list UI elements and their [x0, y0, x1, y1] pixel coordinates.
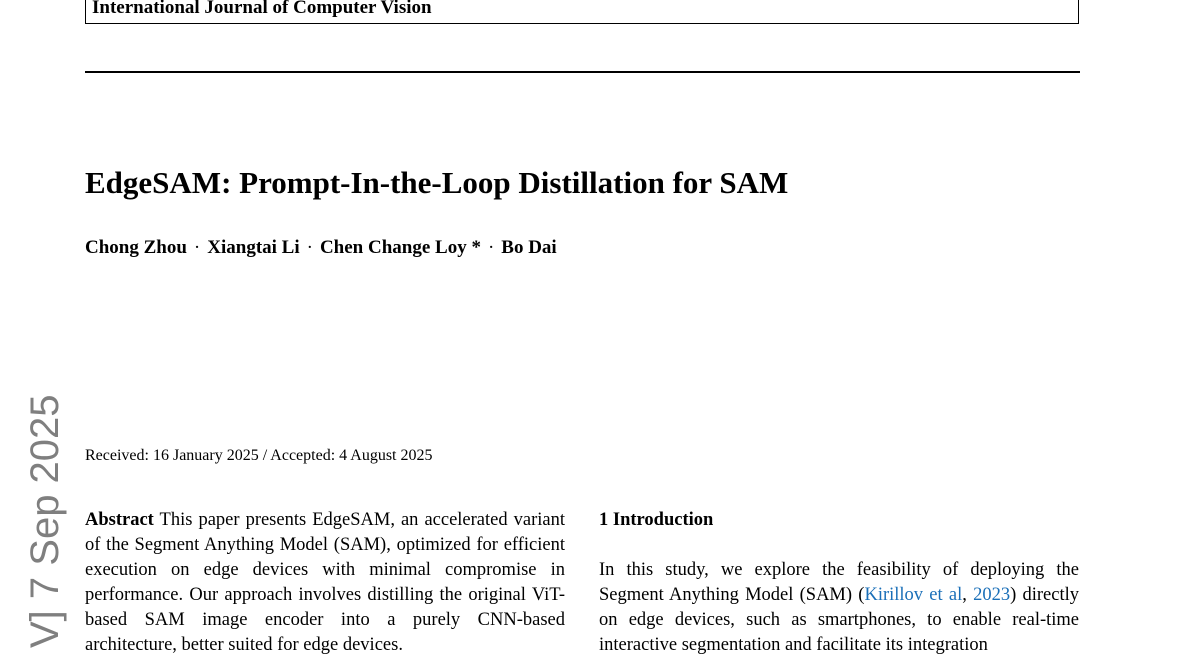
- arxiv-side-stamp: V] 7 Sep 2025: [23, 394, 67, 648]
- author-separator: ·: [193, 237, 201, 258]
- section-heading: 1 Introduction: [599, 510, 714, 530]
- citation-separator: ,: [962, 585, 974, 605]
- introduction-column: [599, 508, 1079, 658]
- author-separator: ·: [487, 237, 495, 258]
- intro-text-continued: ) directly on edge devices, such as smartphones, to enable real-time interactive segmentation and facilitate its integration: [599, 585, 1079, 655]
- citation-author-link[interactable]: Kirillov et al: [864, 585, 963, 605]
- abstract-text: This paper presents EdgeSAM, an accelerated variant of the Segment Anything Model (SAM), optimized for efficient execution on edge devices with minimal compromise in performance. Our approach involves distilling the original ViT-based SAM image encoder into a purely CNN-based architecture, better suited for edge devices.: [85, 510, 566, 655]
- header-rule: [85, 71, 1080, 73]
- abstract-paragraph: [85, 508, 565, 658]
- author-name: Chong Zhou: [85, 237, 187, 258]
- received-accepted-dates: Received: 16 January 2025 / Accepted: 4 August 2025: [85, 447, 433, 464]
- abstract-label: Abstract: [85, 510, 154, 530]
- journal-name: International Journal of Computer Vision: [92, 0, 432, 18]
- author-name: Bo Dai: [501, 237, 557, 258]
- abstract-column: [85, 508, 565, 658]
- paper-title: EdgeSAM: Prompt-In-the-Loop Distillation for SAM: [85, 165, 789, 200]
- author-separator: ·: [306, 237, 313, 258]
- author-list: [85, 236, 557, 260]
- citation-year-link[interactable]: 2023: [973, 585, 1011, 605]
- author-name: Chen Change Loy *: [319, 237, 481, 258]
- intro-text: In this study, we explore the feasibility of deploying the Segment Anything Model (SAM) (: [599, 560, 1079, 605]
- author-name: Xiangtai Li: [207, 237, 300, 258]
- introduction-paragraph: [599, 558, 1079, 658]
